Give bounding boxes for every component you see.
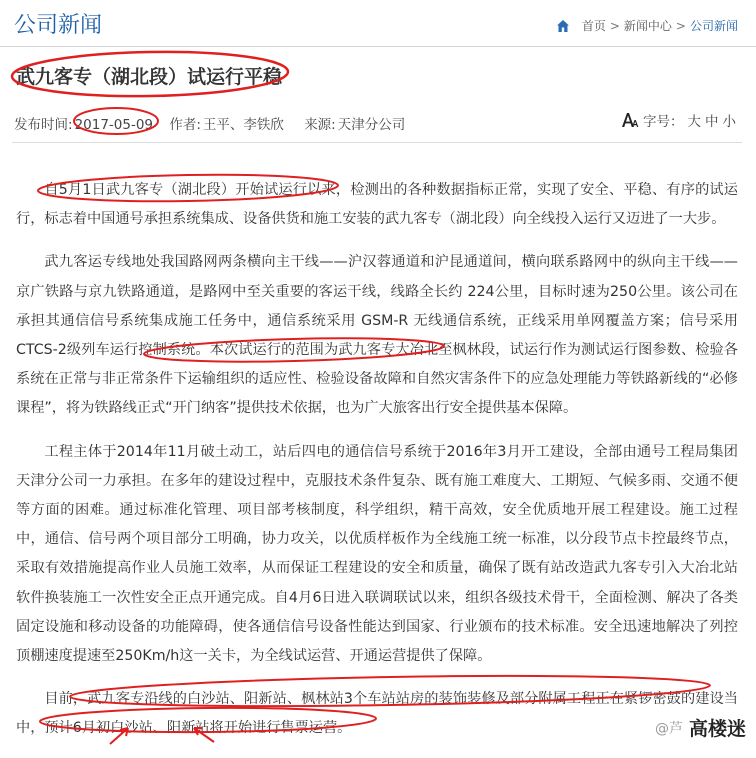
watermark-handle: @芦 bbox=[654, 720, 683, 737]
paragraph: 工程主体于2014年11月破土动工，站后四电的通信信号系统于2016年3月开工建设，全部由通号工程局集团天津分公司一力承担。在多年的建设过程中，克服技术条件复杂、既有施工难度大、工期短、气候多雨、交通不便等方面的困难。通过标准化管理、项目部考核制度，科学组织，精干高效，安全优质地开展工程建设。施工过程中，通信、信号两个项目部分工明确，协力攻关，以优质样板作为全线施工统一标准，以分段节点卡控最终节点，采取有效措施提高作业人员施工效率，从而保证工程建设的安全和质量，确保了既有站改造武九客专引入大冶北站软件换装施工一次性安全正点开通完成。自4月6日进入联调联试以来，组织各级技术骨干，全面检测、解决了各类固定设施和移动设备的功能障碍，使各通信信号设备性能达到国家、行业颁布的技术标准。安全迅速地解决了列控顶棚速度提速至250Km/h这一关卡，为全线试运营、开通运营提供了保障。 bbox=[16, 443, 738, 665]
breadcrumb-news-center[interactable]: 新闻中心 bbox=[623, 19, 672, 33]
source: 天津分公司 bbox=[337, 117, 406, 133]
article-body bbox=[16, 176, 738, 758]
breadcrumb-separator: > bbox=[609, 18, 620, 33]
page-header bbox=[0, 0, 756, 48]
author: 王平、李铁欣 bbox=[202, 117, 284, 133]
font-size-large[interactable]: 大 bbox=[687, 114, 701, 130]
font-size-medium[interactable]: 中 bbox=[705, 114, 719, 130]
breadcrumb bbox=[556, 17, 738, 34]
watermark bbox=[655, 714, 746, 741]
author-label: 作者: bbox=[169, 117, 201, 133]
font-size-icon bbox=[621, 111, 639, 129]
source-label: 来源: bbox=[304, 117, 336, 133]
article-meta bbox=[14, 113, 407, 133]
paragraph: 武九客运专线地处我国路网两条横向主干线——沪汉蓉通道和沪昆通道间，横向联系路网中的纵向主干线——京广铁路与京九铁路通道，是路网中至关重要的客运干线，线路全长约 224公里，目标时速为250公里。该公司在承担其通信信号系统集成施工任务中，通信系统采用 GSM-R 无线通信系统，正线采用单网覆盖方案；信号采用 CTCS-2级列车运行控制系统。本次试运行的范围为武九客专大冶北至枫林段，试运行作为测试运行图参数、检验各系统在正常与非正常条件下运输组织的适应性、检验设备故障和自然灾害条件下的应急处理能力等铁路新线的“必修课程”，将为铁路线正式“开门纳客”提供技术依据，也为广大旅客出行安全提供基本保障。 bbox=[16, 254, 738, 417]
breadcrumb-separator: > bbox=[675, 18, 686, 33]
breadcrumb-current[interactable]: 公司新闻 bbox=[689, 19, 738, 33]
article-title: 武九客专（湖北段）试运行平稳 bbox=[16, 66, 283, 88]
section-title: 公司新闻 bbox=[14, 13, 103, 38]
publish-date: 2017-05-09 bbox=[74, 117, 154, 133]
watermark-logo: 高楼迷 bbox=[688, 718, 746, 740]
meta-divider bbox=[12, 142, 742, 143]
header-divider bbox=[0, 46, 756, 47]
date-label: 发布时间: bbox=[14, 117, 73, 133]
breadcrumb-home[interactable]: 首页 bbox=[581, 19, 606, 33]
paragraph: 自5月1日武九客专（湖北段）开始试运行以来，检测出的各种数据指标正常，实现了安全、平稳、有序的试运行，标志着中国通号承担系统集成、设备供货和施工安装的武九客专（湖北段）向全线投入运行又迈进了一大步。 bbox=[16, 182, 738, 228]
font-size-control bbox=[621, 110, 736, 130]
font-size-small[interactable]: 小 bbox=[722, 114, 736, 130]
paragraph: 目前，武九客专沿线的白沙站、阳新站、枫林站3个车站站房的装饰装修及部分附属工程正在紧锣密鼓的建设当中，预计6月初白沙站、阳新站将开始进行售票运营。 bbox=[16, 691, 738, 737]
home-icon[interactable] bbox=[556, 19, 570, 33]
font-size-label: 字号： bbox=[643, 114, 684, 130]
